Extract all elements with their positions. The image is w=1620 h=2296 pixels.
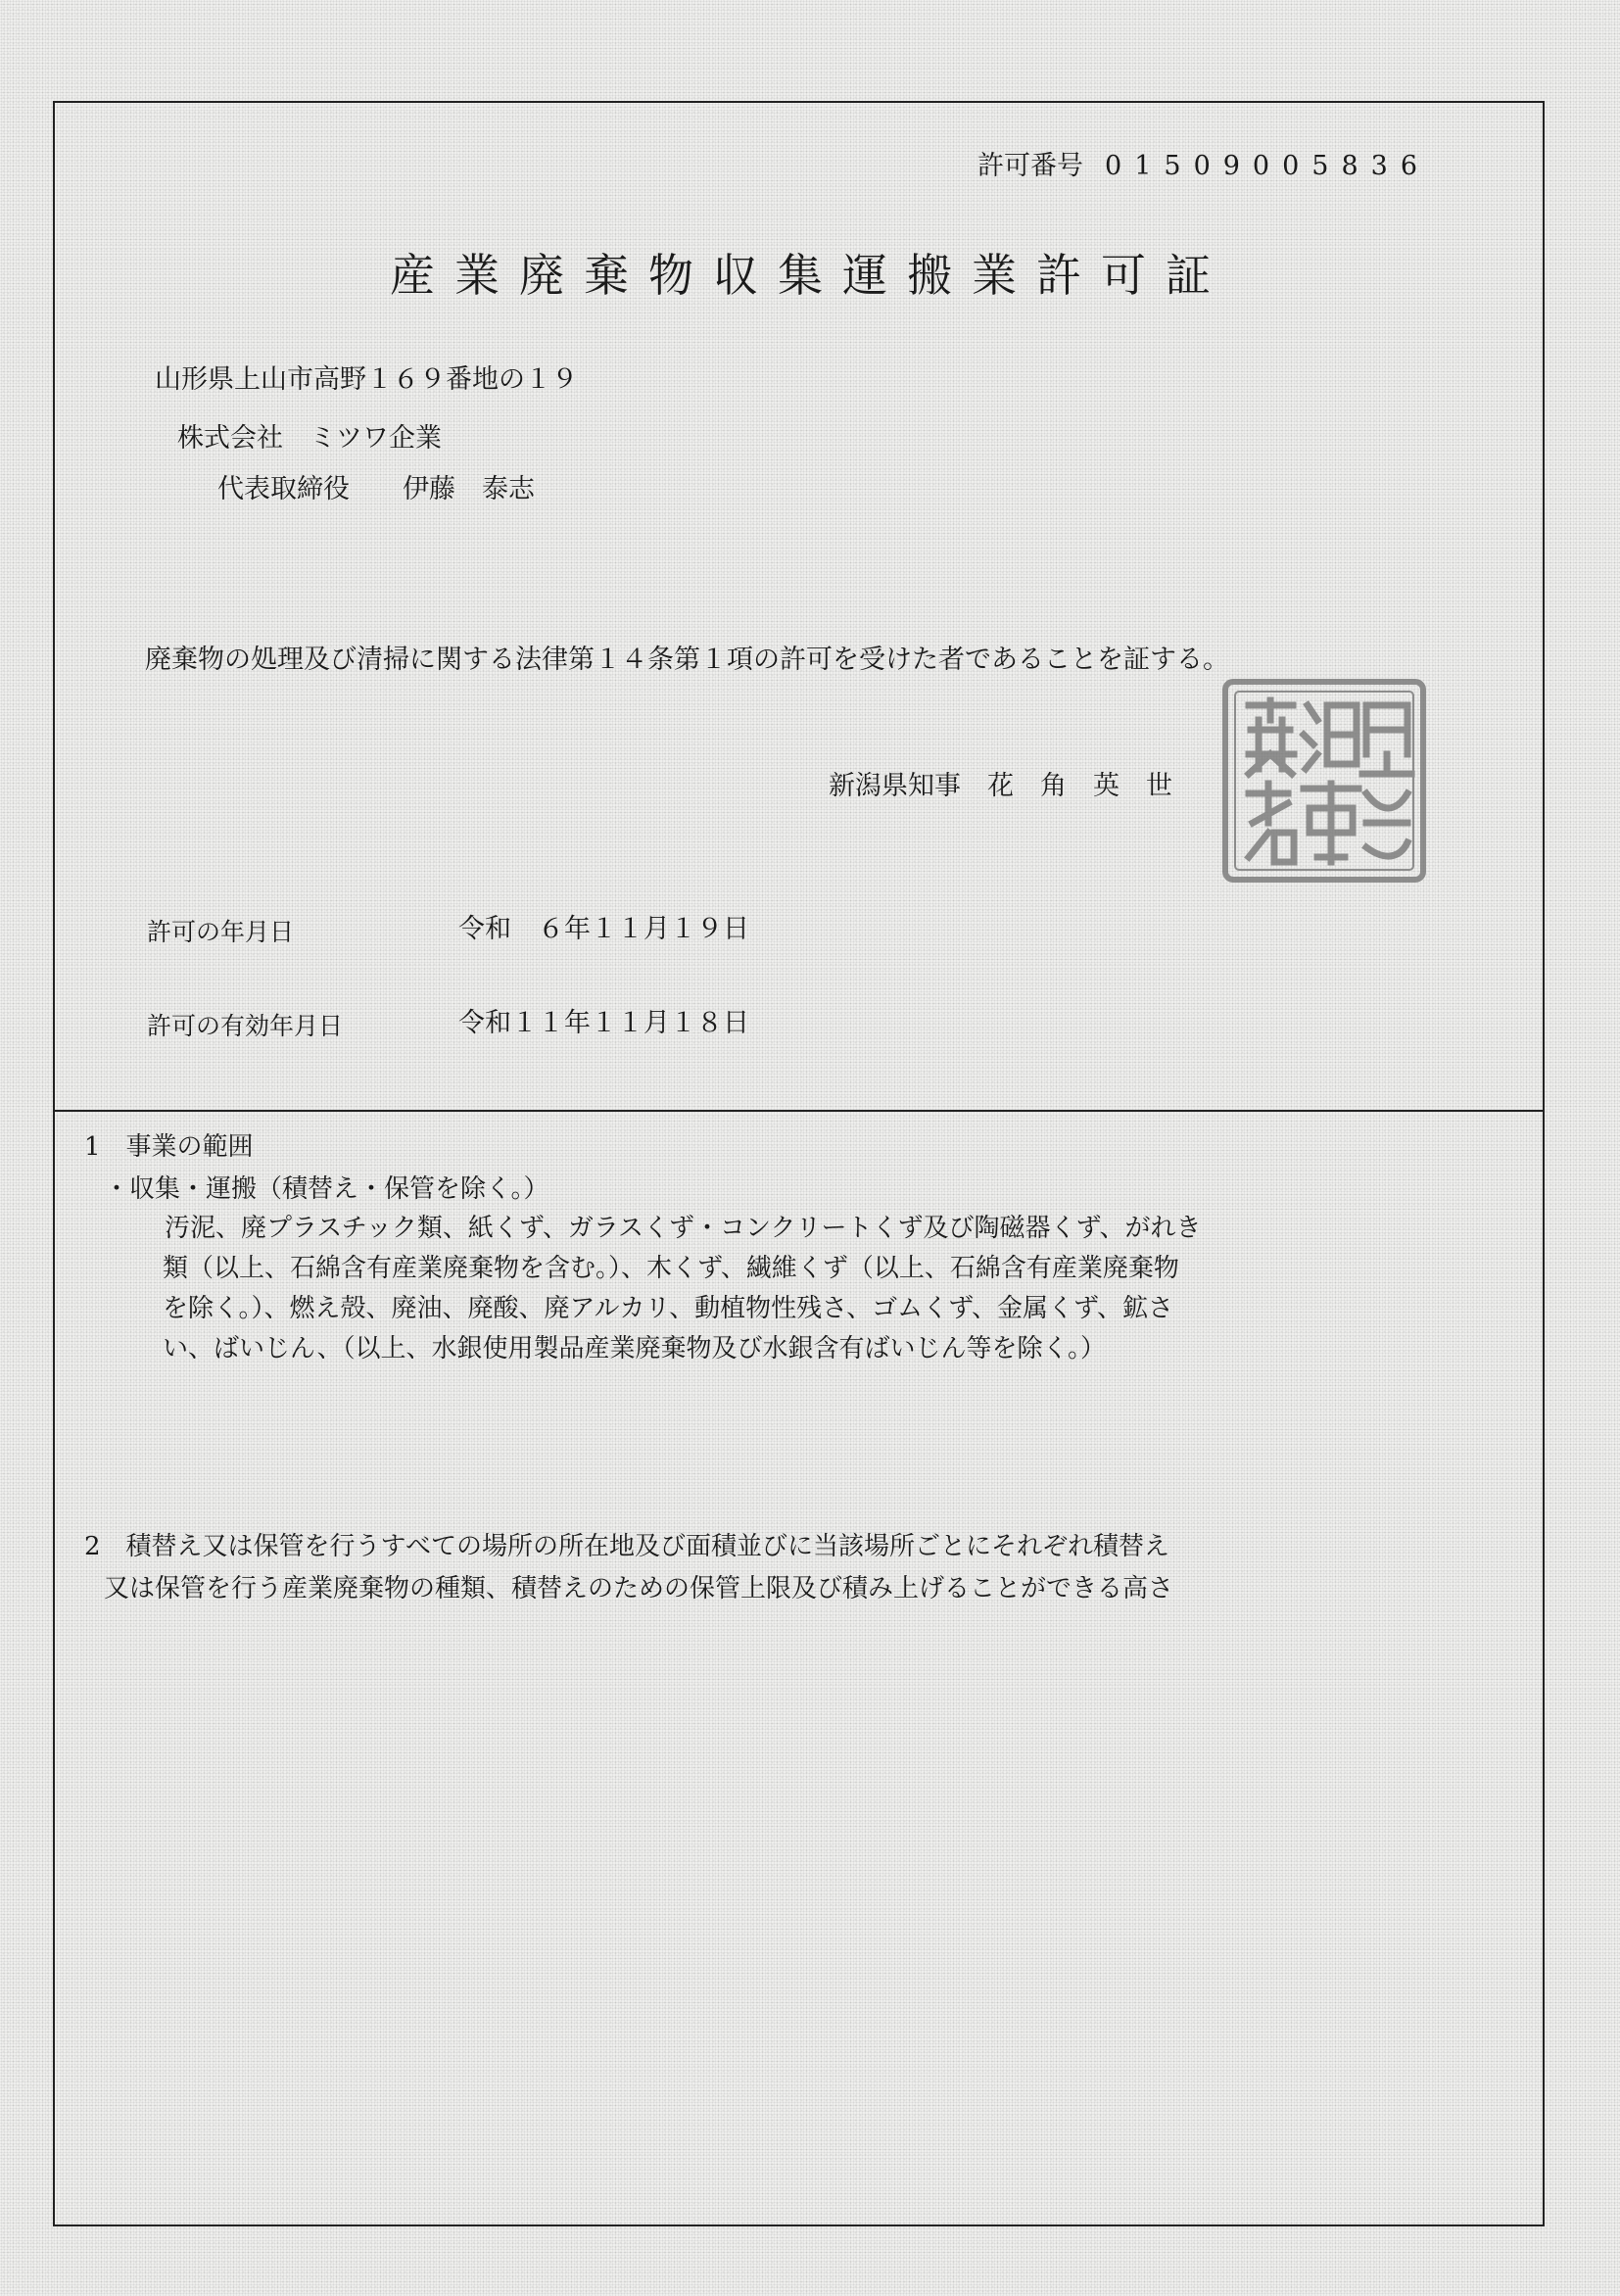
permit-number [977,144,1430,182]
permit-number-label: 許可番号 [977,151,1084,181]
section-divider [53,1110,1545,1112]
holder-representative: 代表取締役 伊藤 泰志 [217,474,535,504]
valid-until-value: 令和１１年１１月１８日 [458,1008,749,1038]
certification-statement: 廃棄物の処理及び清掃に関する法律第１４条第１項の許可を受けた者であることを証する。 [145,645,1229,675]
permit-date-value: 令和 ６年１１月１９日 [458,914,749,944]
official-seal [1219,676,1429,885]
document-title: 産業廃棄物収集運搬業許可証 [390,249,1230,302]
permit-number-value: 01509005836 [1105,151,1430,181]
section1-heading: 1 事業の範囲 [84,1132,254,1162]
waste-types-line: 汚泥、廃プラスチック類、紙くず、ガラスくず・コンクリートくず及び陶磁器くず、がれき [165,1214,1202,1243]
issuer-name: 新潟県知事 花 角 英 世 [829,771,1172,801]
waste-types-line: い、ばいじん、（以上、水銀使用製品産業廃棄物及び水銀含有ばいじん等を除く。） [163,1334,1107,1363]
section2-line: 又は保管を行う産業廃棄物の種類、積替えのための保管上限及び積み上げることができる高さ [104,1574,1174,1603]
waste-types-list [165,1209,1457,1369]
permit-date-label: 許可の年月日 [147,918,295,946]
waste-types-line: 類（以上、石綿含有産業廃棄物を含む。）、木くず、繊維くず（以上、石綿含有産業廃棄物 [163,1254,1179,1283]
valid-until-label: 許可の有効年月日 [147,1012,344,1040]
waste-types-line: を除く。）、燃え殻、廃油、廃酸、廃アルカリ、動植物性残さ、ゴムくず、金属くず、鉱さ [163,1294,1173,1323]
section1-subheading: ・収集・運搬（積替え・保管を除く。） [104,1174,549,1204]
section2 [84,1526,1173,1610]
holder-address: 山形県上山市高野１６９番地の１９ [155,364,578,395]
holder-company: 株式会社 ミツワ企業 [177,423,442,454]
section2-line: 2 積替え又は保管を行うすべての場所の所在地及び面積並びに当該場所ごとにそれぞれ積替え [84,1532,1170,1561]
